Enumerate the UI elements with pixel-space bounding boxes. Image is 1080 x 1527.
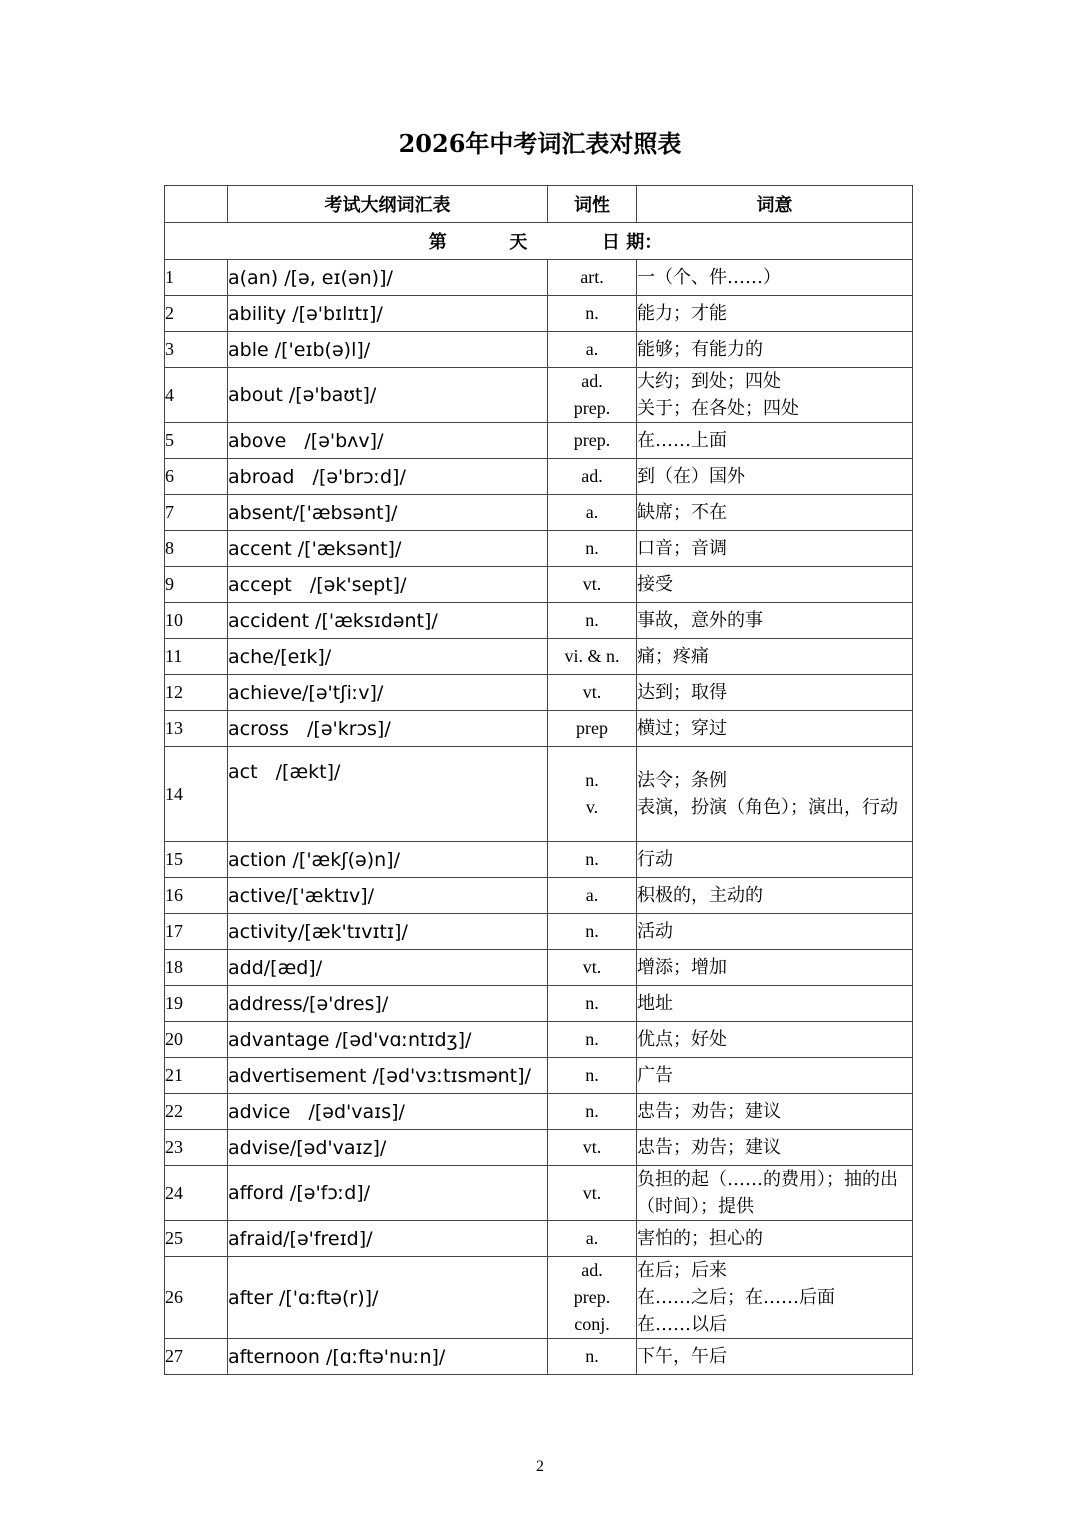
meaning-line: 事故，意外的事 bbox=[637, 610, 763, 631]
meaning bbox=[637, 1221, 913, 1257]
meaning bbox=[637, 603, 913, 639]
pos-line: n. bbox=[585, 849, 599, 869]
page-title: 2026年中考词汇表对照表 bbox=[398, 129, 682, 158]
part-of-speech bbox=[548, 495, 637, 531]
word-phonetic: activity/[æk'tɪvɪtɪ]/ bbox=[228, 914, 548, 950]
table-row bbox=[165, 1022, 913, 1058]
pos-line: vi. & n. bbox=[564, 646, 620, 666]
row-number: 10 bbox=[165, 603, 228, 639]
pos-line: vt. bbox=[582, 957, 602, 977]
table-row bbox=[165, 878, 913, 914]
part-of-speech bbox=[548, 1058, 637, 1094]
meaning-line: 在……以后 bbox=[637, 1314, 727, 1335]
meaning bbox=[637, 368, 913, 423]
row-number: 9 bbox=[165, 567, 228, 603]
meaning-line: 一（个、件……） bbox=[637, 267, 781, 288]
word-phonetic: able /['eɪb(ə)l]/ bbox=[228, 332, 548, 368]
part-of-speech bbox=[548, 675, 637, 711]
pos-line: vt. bbox=[582, 574, 602, 594]
row-number: 12 bbox=[165, 675, 228, 711]
word-phonetic: accent /['æksənt]/ bbox=[228, 531, 548, 567]
row-number: 20 bbox=[165, 1022, 228, 1058]
part-of-speech bbox=[548, 711, 637, 747]
word-phonetic: accident /['æksɪdənt]/ bbox=[228, 603, 548, 639]
header-meaning: 词意 bbox=[637, 186, 913, 223]
meaning-line: 达到；取得 bbox=[637, 682, 727, 703]
table-row bbox=[165, 1094, 913, 1130]
part-of-speech bbox=[548, 332, 637, 368]
meaning bbox=[637, 986, 913, 1022]
word-phonetic: afraid/[ə'freɪd]/ bbox=[228, 1221, 548, 1257]
word-phonetic: active/['æktɪv]/ bbox=[228, 878, 548, 914]
pos-line: v. bbox=[585, 797, 599, 817]
table-row bbox=[165, 914, 913, 950]
part-of-speech bbox=[548, 1339, 637, 1375]
row-number: 22 bbox=[165, 1094, 228, 1130]
meaning-line: 增添；增加 bbox=[637, 957, 727, 978]
table-row bbox=[165, 1339, 913, 1375]
table-row bbox=[165, 603, 913, 639]
pos-line: conj. bbox=[574, 1314, 610, 1334]
word-phonetic: about /[ə'baʊt]/ bbox=[228, 368, 548, 423]
table-row bbox=[165, 423, 913, 459]
word-phonetic: a(an) /[ə, eɪ(ən)]/ bbox=[228, 260, 548, 296]
meaning bbox=[637, 296, 913, 332]
word-phonetic: advertisement /[əd'vɜːtɪsmənt]/ bbox=[228, 1058, 548, 1094]
meaning-line: 法令；条例 bbox=[637, 770, 727, 791]
table-row bbox=[165, 747, 913, 842]
pos-line: vt. bbox=[582, 1182, 602, 1203]
meaning-line: 在后；后来 bbox=[637, 1260, 727, 1281]
pos-line: vt. bbox=[582, 1137, 602, 1157]
meaning-line: 能力；才能 bbox=[637, 303, 727, 324]
table-row bbox=[165, 711, 913, 747]
meaning bbox=[637, 332, 913, 368]
word-phonetic: afternoon /[ɑːftə'nuːn]/ bbox=[228, 1339, 548, 1375]
pos-line: n. bbox=[585, 303, 599, 323]
table-row bbox=[165, 1221, 913, 1257]
pos-line: art. bbox=[580, 267, 604, 287]
pos-line: prep. bbox=[573, 430, 611, 450]
row-number: 24 bbox=[165, 1166, 228, 1221]
row-number: 27 bbox=[165, 1339, 228, 1375]
pos-line: vt. bbox=[582, 682, 602, 702]
word-phonetic: add/[æd]/ bbox=[228, 950, 548, 986]
pos-line: n. bbox=[585, 1346, 599, 1366]
part-of-speech bbox=[548, 1130, 637, 1166]
table-row bbox=[165, 1058, 913, 1094]
part-of-speech bbox=[548, 368, 637, 423]
row-number: 5 bbox=[165, 423, 228, 459]
row-number: 7 bbox=[165, 495, 228, 531]
day-label-di: 第 bbox=[428, 232, 447, 253]
meaning-line: 下午，午后 bbox=[637, 1346, 727, 1367]
word-phonetic: accept /[ək'sept]/ bbox=[228, 567, 548, 603]
meaning-line: 行动 bbox=[637, 849, 673, 870]
row-number: 14 bbox=[165, 747, 228, 842]
meaning-line: 能够；有能力的 bbox=[637, 339, 763, 360]
meaning bbox=[637, 950, 913, 986]
pos-line: a. bbox=[585, 339, 599, 359]
part-of-speech bbox=[548, 950, 637, 986]
meaning bbox=[637, 842, 913, 878]
pos-line: ad. bbox=[581, 466, 603, 486]
vocabulary-table bbox=[164, 185, 913, 1375]
part-of-speech bbox=[548, 1022, 637, 1058]
meaning-line: 忠告；劝告；建议 bbox=[637, 1101, 781, 1122]
meaning bbox=[637, 423, 913, 459]
pos-line: prep. bbox=[573, 398, 611, 418]
meaning bbox=[637, 878, 913, 914]
table-row bbox=[165, 1257, 913, 1339]
row-number: 26 bbox=[165, 1257, 228, 1339]
pos-line: n. bbox=[585, 770, 599, 790]
meaning-line: 积极的，主动的 bbox=[637, 885, 763, 906]
meaning-line: 活动 bbox=[637, 921, 673, 942]
row-number: 11 bbox=[165, 639, 228, 675]
part-of-speech bbox=[548, 603, 637, 639]
table-row bbox=[165, 675, 913, 711]
meaning bbox=[637, 495, 913, 531]
header-word: 考试大纲词汇表 bbox=[228, 186, 548, 223]
part-of-speech bbox=[548, 1257, 637, 1339]
meaning-line: 关于；在各处；四处 bbox=[637, 398, 799, 419]
date-label: 日 期： bbox=[601, 232, 663, 253]
meaning-line: 接受 bbox=[637, 574, 673, 595]
row-number: 3 bbox=[165, 332, 228, 368]
meaning-line: 痛；疼痛 bbox=[637, 646, 709, 667]
meaning-line: 口音；音调 bbox=[637, 538, 727, 559]
part-of-speech bbox=[548, 1221, 637, 1257]
meaning-line: 表演，扮演（角色）；演出，行动 bbox=[637, 797, 898, 818]
day-label-tian: 天 bbox=[509, 232, 528, 253]
row-number: 15 bbox=[165, 842, 228, 878]
meaning bbox=[637, 1130, 913, 1166]
meaning bbox=[637, 1257, 913, 1339]
meaning-line: 忠告；劝告；建议 bbox=[637, 1137, 781, 1158]
part-of-speech bbox=[548, 260, 637, 296]
table-row bbox=[165, 531, 913, 567]
table-row bbox=[165, 842, 913, 878]
row-number: 2 bbox=[165, 296, 228, 332]
meaning-line: 优点；好处 bbox=[637, 1029, 727, 1050]
meaning bbox=[637, 639, 913, 675]
meaning-line: 地址 bbox=[637, 993, 673, 1014]
row-number: 23 bbox=[165, 1130, 228, 1166]
meaning-line: 负担的起（……的费用）；抽的出（时间）；提供 bbox=[637, 1169, 898, 1217]
table-row bbox=[165, 567, 913, 603]
table-row bbox=[165, 296, 913, 332]
part-of-speech bbox=[548, 747, 637, 842]
part-of-speech bbox=[548, 423, 637, 459]
meaning-line: 横过；穿过 bbox=[637, 718, 727, 739]
meaning-line: 缺席；不在 bbox=[637, 502, 727, 523]
meaning bbox=[637, 531, 913, 567]
pos-line: n. bbox=[585, 538, 599, 558]
row-number: 17 bbox=[165, 914, 228, 950]
meaning bbox=[637, 1058, 913, 1094]
header-number bbox=[165, 186, 228, 223]
meaning-line: 大约；到处；四处 bbox=[637, 371, 781, 392]
pos-line: n. bbox=[585, 1029, 599, 1049]
pos-line: n. bbox=[585, 1101, 599, 1121]
part-of-speech bbox=[548, 567, 637, 603]
meaning bbox=[637, 675, 913, 711]
meaning bbox=[637, 1166, 913, 1221]
table-row bbox=[165, 986, 913, 1022]
part-of-speech bbox=[548, 296, 637, 332]
meaning-line: 害怕的；担心的 bbox=[637, 1228, 763, 1249]
meaning bbox=[637, 1022, 913, 1058]
word-phonetic: absent/['æbsənt]/ bbox=[228, 495, 548, 531]
word-phonetic: ache/[eɪk]/ bbox=[228, 639, 548, 675]
meaning bbox=[637, 1339, 913, 1375]
meaning-line: 在……上面 bbox=[637, 430, 727, 451]
word-phonetic: afford /[ə'fɔːd]/ bbox=[228, 1166, 548, 1221]
part-of-speech bbox=[548, 986, 637, 1022]
word-phonetic: above /[ə'bʌv]/ bbox=[228, 423, 548, 459]
word-phonetic: advise/[əd'vaɪz]/ bbox=[228, 1130, 548, 1166]
part-of-speech bbox=[548, 842, 637, 878]
word-phonetic: action /['ækʃ(ə)n]/ bbox=[228, 842, 548, 878]
table-header-row bbox=[165, 186, 913, 223]
pos-line: a. bbox=[585, 502, 599, 522]
meaning bbox=[637, 260, 913, 296]
meaning bbox=[637, 747, 913, 842]
pos-line: n. bbox=[585, 1065, 599, 1085]
word-phonetic: ability /[ə'bɪlɪtɪ]/ bbox=[228, 296, 548, 332]
word-phonetic: after /['ɑːftə(r)]/ bbox=[228, 1257, 548, 1339]
page-number: 2 bbox=[536, 1458, 544, 1475]
word-phonetic: abroad /[ə'brɔːd]/ bbox=[228, 459, 548, 495]
table-row bbox=[165, 368, 913, 423]
meaning bbox=[637, 914, 913, 950]
row-number: 13 bbox=[165, 711, 228, 747]
row-number: 25 bbox=[165, 1221, 228, 1257]
header-part-of-speech: 词性 bbox=[548, 186, 637, 223]
row-number: 19 bbox=[165, 986, 228, 1022]
word-phonetic: advantage /[əd'vɑːntɪdʒ]/ bbox=[228, 1022, 548, 1058]
table-row bbox=[165, 1130, 913, 1166]
meaning bbox=[637, 567, 913, 603]
pos-line: prep bbox=[576, 718, 608, 738]
pos-line: ad. bbox=[581, 371, 603, 391]
meaning bbox=[637, 1094, 913, 1130]
row-number: 16 bbox=[165, 878, 228, 914]
word-phonetic: act /[ækt]/ bbox=[228, 747, 548, 842]
day-row bbox=[165, 223, 913, 260]
pos-line: n. bbox=[585, 993, 599, 1013]
meaning-line: 广告 bbox=[637, 1065, 673, 1086]
pos-line: a. bbox=[585, 1228, 599, 1248]
pos-line: ad. bbox=[581, 1260, 603, 1280]
part-of-speech bbox=[548, 1166, 637, 1221]
word-phonetic: across /[ə'krɔs]/ bbox=[228, 711, 548, 747]
pos-line: prep. bbox=[573, 1287, 611, 1307]
part-of-speech bbox=[548, 914, 637, 950]
meaning-line: 在……之后；在……后面 bbox=[637, 1287, 835, 1308]
meaning bbox=[637, 459, 913, 495]
meaning-line: 到（在）国外 bbox=[637, 466, 745, 487]
table-row bbox=[165, 459, 913, 495]
part-of-speech bbox=[548, 639, 637, 675]
word-phonetic: achieve/[ə'tʃiːv]/ bbox=[228, 675, 548, 711]
table-row bbox=[165, 639, 913, 675]
part-of-speech bbox=[548, 459, 637, 495]
word-phonetic: address/[ə'dres]/ bbox=[228, 986, 548, 1022]
pos-line: n. bbox=[585, 610, 599, 630]
part-of-speech bbox=[548, 531, 637, 567]
table-row bbox=[165, 950, 913, 986]
row-number: 6 bbox=[165, 459, 228, 495]
row-number: 21 bbox=[165, 1058, 228, 1094]
table-row bbox=[165, 495, 913, 531]
row-number: 4 bbox=[165, 368, 228, 423]
pos-line: a. bbox=[585, 885, 599, 905]
meaning bbox=[637, 711, 913, 747]
table-row bbox=[165, 332, 913, 368]
day-date-cell bbox=[165, 223, 913, 260]
part-of-speech bbox=[548, 1094, 637, 1130]
row-number: 18 bbox=[165, 950, 228, 986]
row-number: 8 bbox=[165, 531, 228, 567]
row-number: 1 bbox=[165, 260, 228, 296]
part-of-speech bbox=[548, 878, 637, 914]
table-row bbox=[165, 1166, 913, 1221]
word-phonetic: advice /[əd'vaɪs]/ bbox=[228, 1094, 548, 1130]
table-row bbox=[165, 260, 913, 296]
pos-line: n. bbox=[585, 921, 599, 941]
